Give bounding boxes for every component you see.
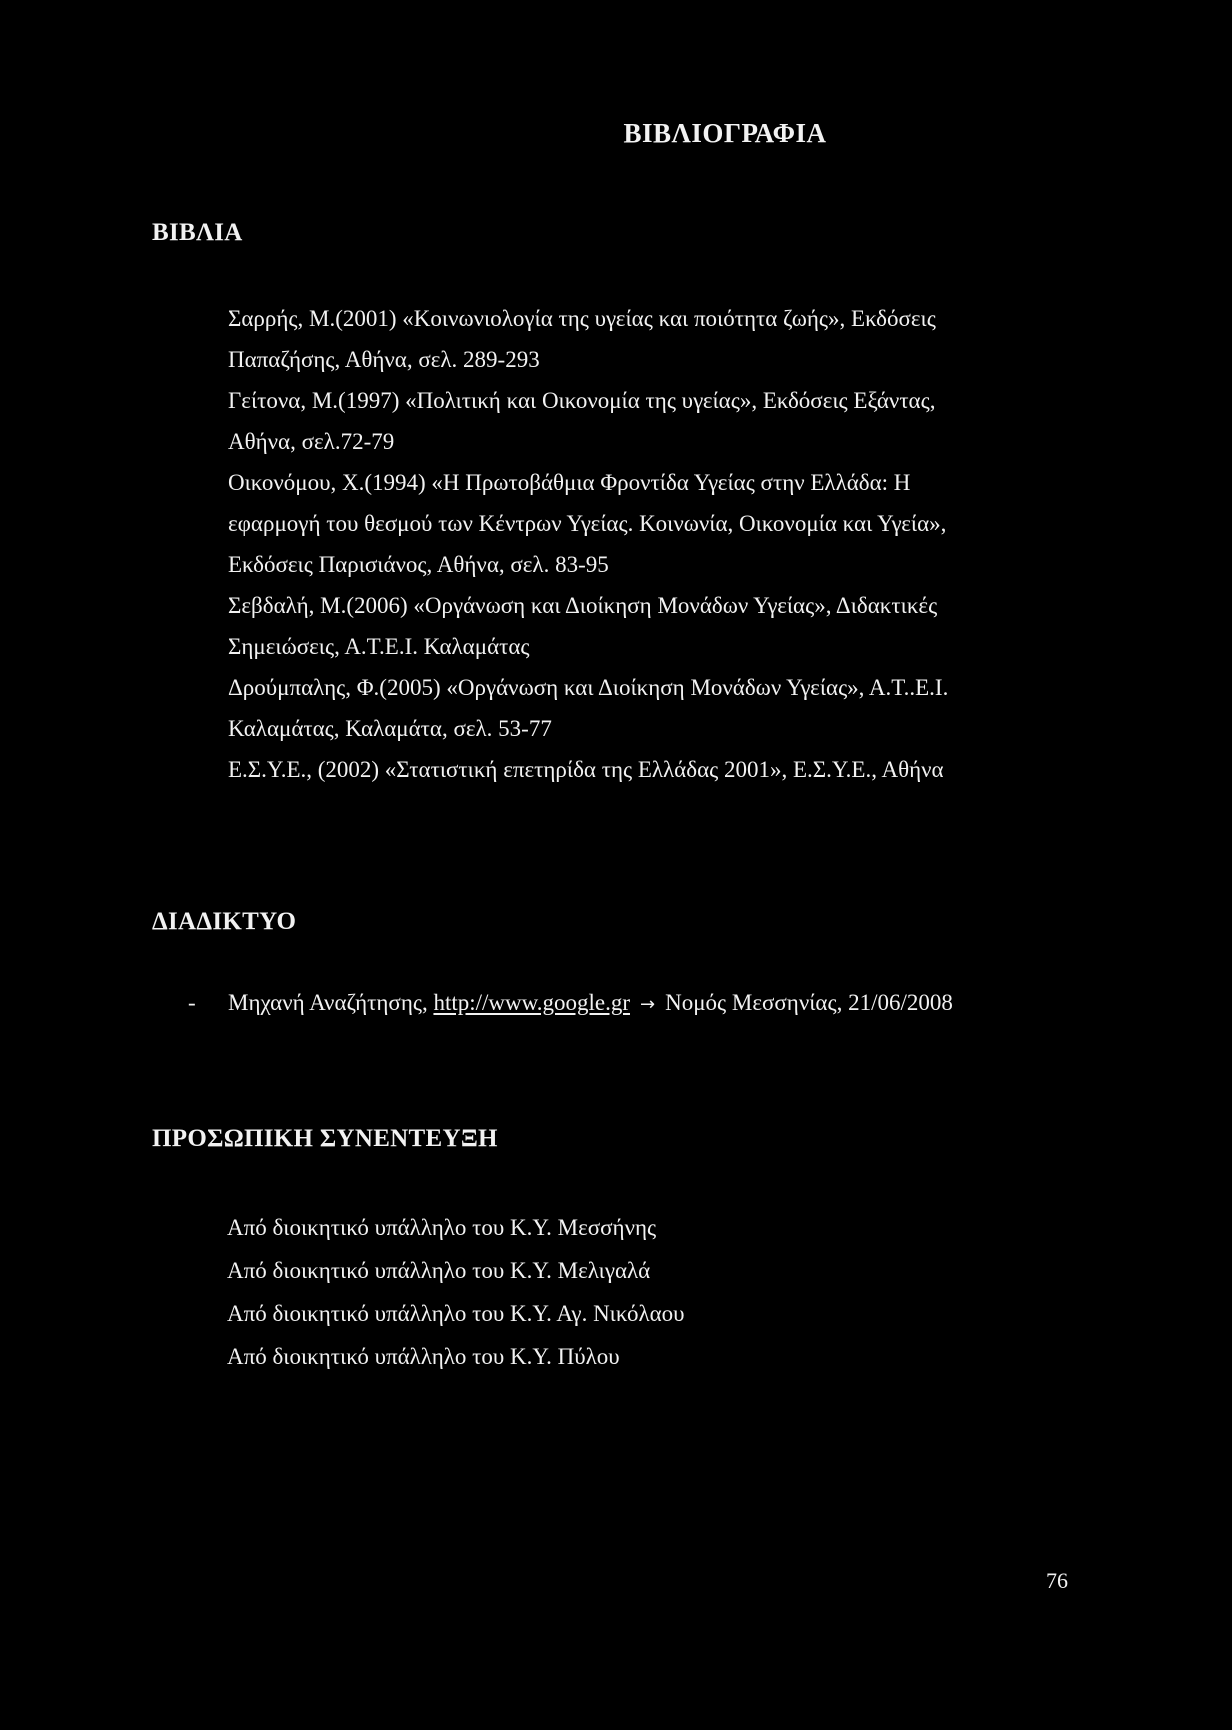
book-entry	[228, 749, 1028, 790]
book-entry-line: Εκδόσεις Παρισιάνος, Αθήνα, σελ. 83-95	[228, 552, 609, 577]
web-source-suffix: Νομός Μεσσηνίας, 21/06/2008	[665, 990, 953, 1015]
book-entry-line: Δρούμπαλης, Φ.(2005) «Οργάνωση και Διοίκηση Μονάδων Υγείας», Α.Τ..Ε.Ι.	[228, 675, 949, 700]
list-bullet: -	[188, 990, 196, 1015]
interview-source: Από διοικητικό υπάλληλο του Κ.Υ. Αγ. Νικόλαου	[227, 1301, 685, 1326]
book-entry	[228, 462, 1028, 585]
book-entry-line: Σημειώσεις, Α.Τ.Ε.Ι. Καλαμάτας	[228, 634, 530, 659]
interview-heading: ΠΡΟΣΩΠΙΚΗ ΣΥΝΕΝΤΕΥΞΗ	[152, 1125, 498, 1152]
interview-source: Από διοικητικό υπάλληλο του Κ.Υ. Μεσσήνης	[227, 1215, 657, 1240]
interview-list	[227, 1206, 685, 1378]
book-entry	[228, 298, 1028, 380]
book-entry-line: Σαρρής, Μ.(2001) «Κοινωνιολογία της υγείας και ποιότητα ζωής», Εκδόσεις	[228, 306, 936, 331]
book-entry-line: Σεβδαλή, Μ.(2006) «Οργάνωση και Διοίκηση Μονάδων Υγείας», Διδακτικές	[228, 593, 938, 618]
book-entry-line: Οικονόμου, Χ.(1994) «Η Πρωτοβάθμια Φροντίδα Υγείας στην Ελλάδα: Η	[228, 470, 911, 495]
web-source-item	[188, 990, 953, 1016]
web-source-link[interactable]: http://www.google.gr	[433, 990, 630, 1015]
book-entry-line: Αθήνα, σελ.72-79	[228, 429, 395, 454]
book-entry-line: εφαρμογή του θεσμού των Κέντρων Υγείας. Κοινωνία, Οικονομία και Υγεία»,	[228, 511, 947, 536]
arrow-right-icon: →	[640, 994, 656, 1015]
book-entry	[228, 380, 1028, 462]
books-heading: ΒΙΒΛΙΑ	[152, 219, 243, 246]
book-entry-line: Ε.Σ.Υ.Ε., (2002) «Στατιστική επετηρίδα της Ελλάδας 2001», Ε.Σ.Υ.Ε., Αθήνα	[228, 757, 944, 782]
book-entry	[228, 667, 1028, 749]
book-entry-line: Παπαζήσης, Αθήνα, σελ. 289-293	[228, 347, 540, 372]
book-entry-line: Γείτονα, Μ.(1997) «Πολιτική και Οικονομία της υγείας», Εκδόσεις Εξάντας,	[228, 388, 936, 413]
page-number: 76	[1046, 1568, 1068, 1593]
interview-source: Από διοικητικό υπάλληλο του Κ.Υ. Μελιγαλά	[227, 1258, 651, 1283]
book-list	[228, 298, 1028, 790]
book-entry	[228, 585, 1028, 667]
interview-source: Από διοικητικό υπάλληλο του Κ.Υ. Πύλου	[227, 1344, 620, 1369]
page-title: ΒΙΒΛΙΟΓΡΑΦΙΑ	[623, 118, 827, 148]
book-entry-line: Καλαμάτας, Καλαμάτα, σελ. 53-77	[228, 716, 552, 741]
internet-heading: ΔΙΑΔΙΚΤΥΟ	[152, 908, 297, 935]
web-source-prefix: Μηχανή Αναζήτησης,	[228, 990, 434, 1015]
